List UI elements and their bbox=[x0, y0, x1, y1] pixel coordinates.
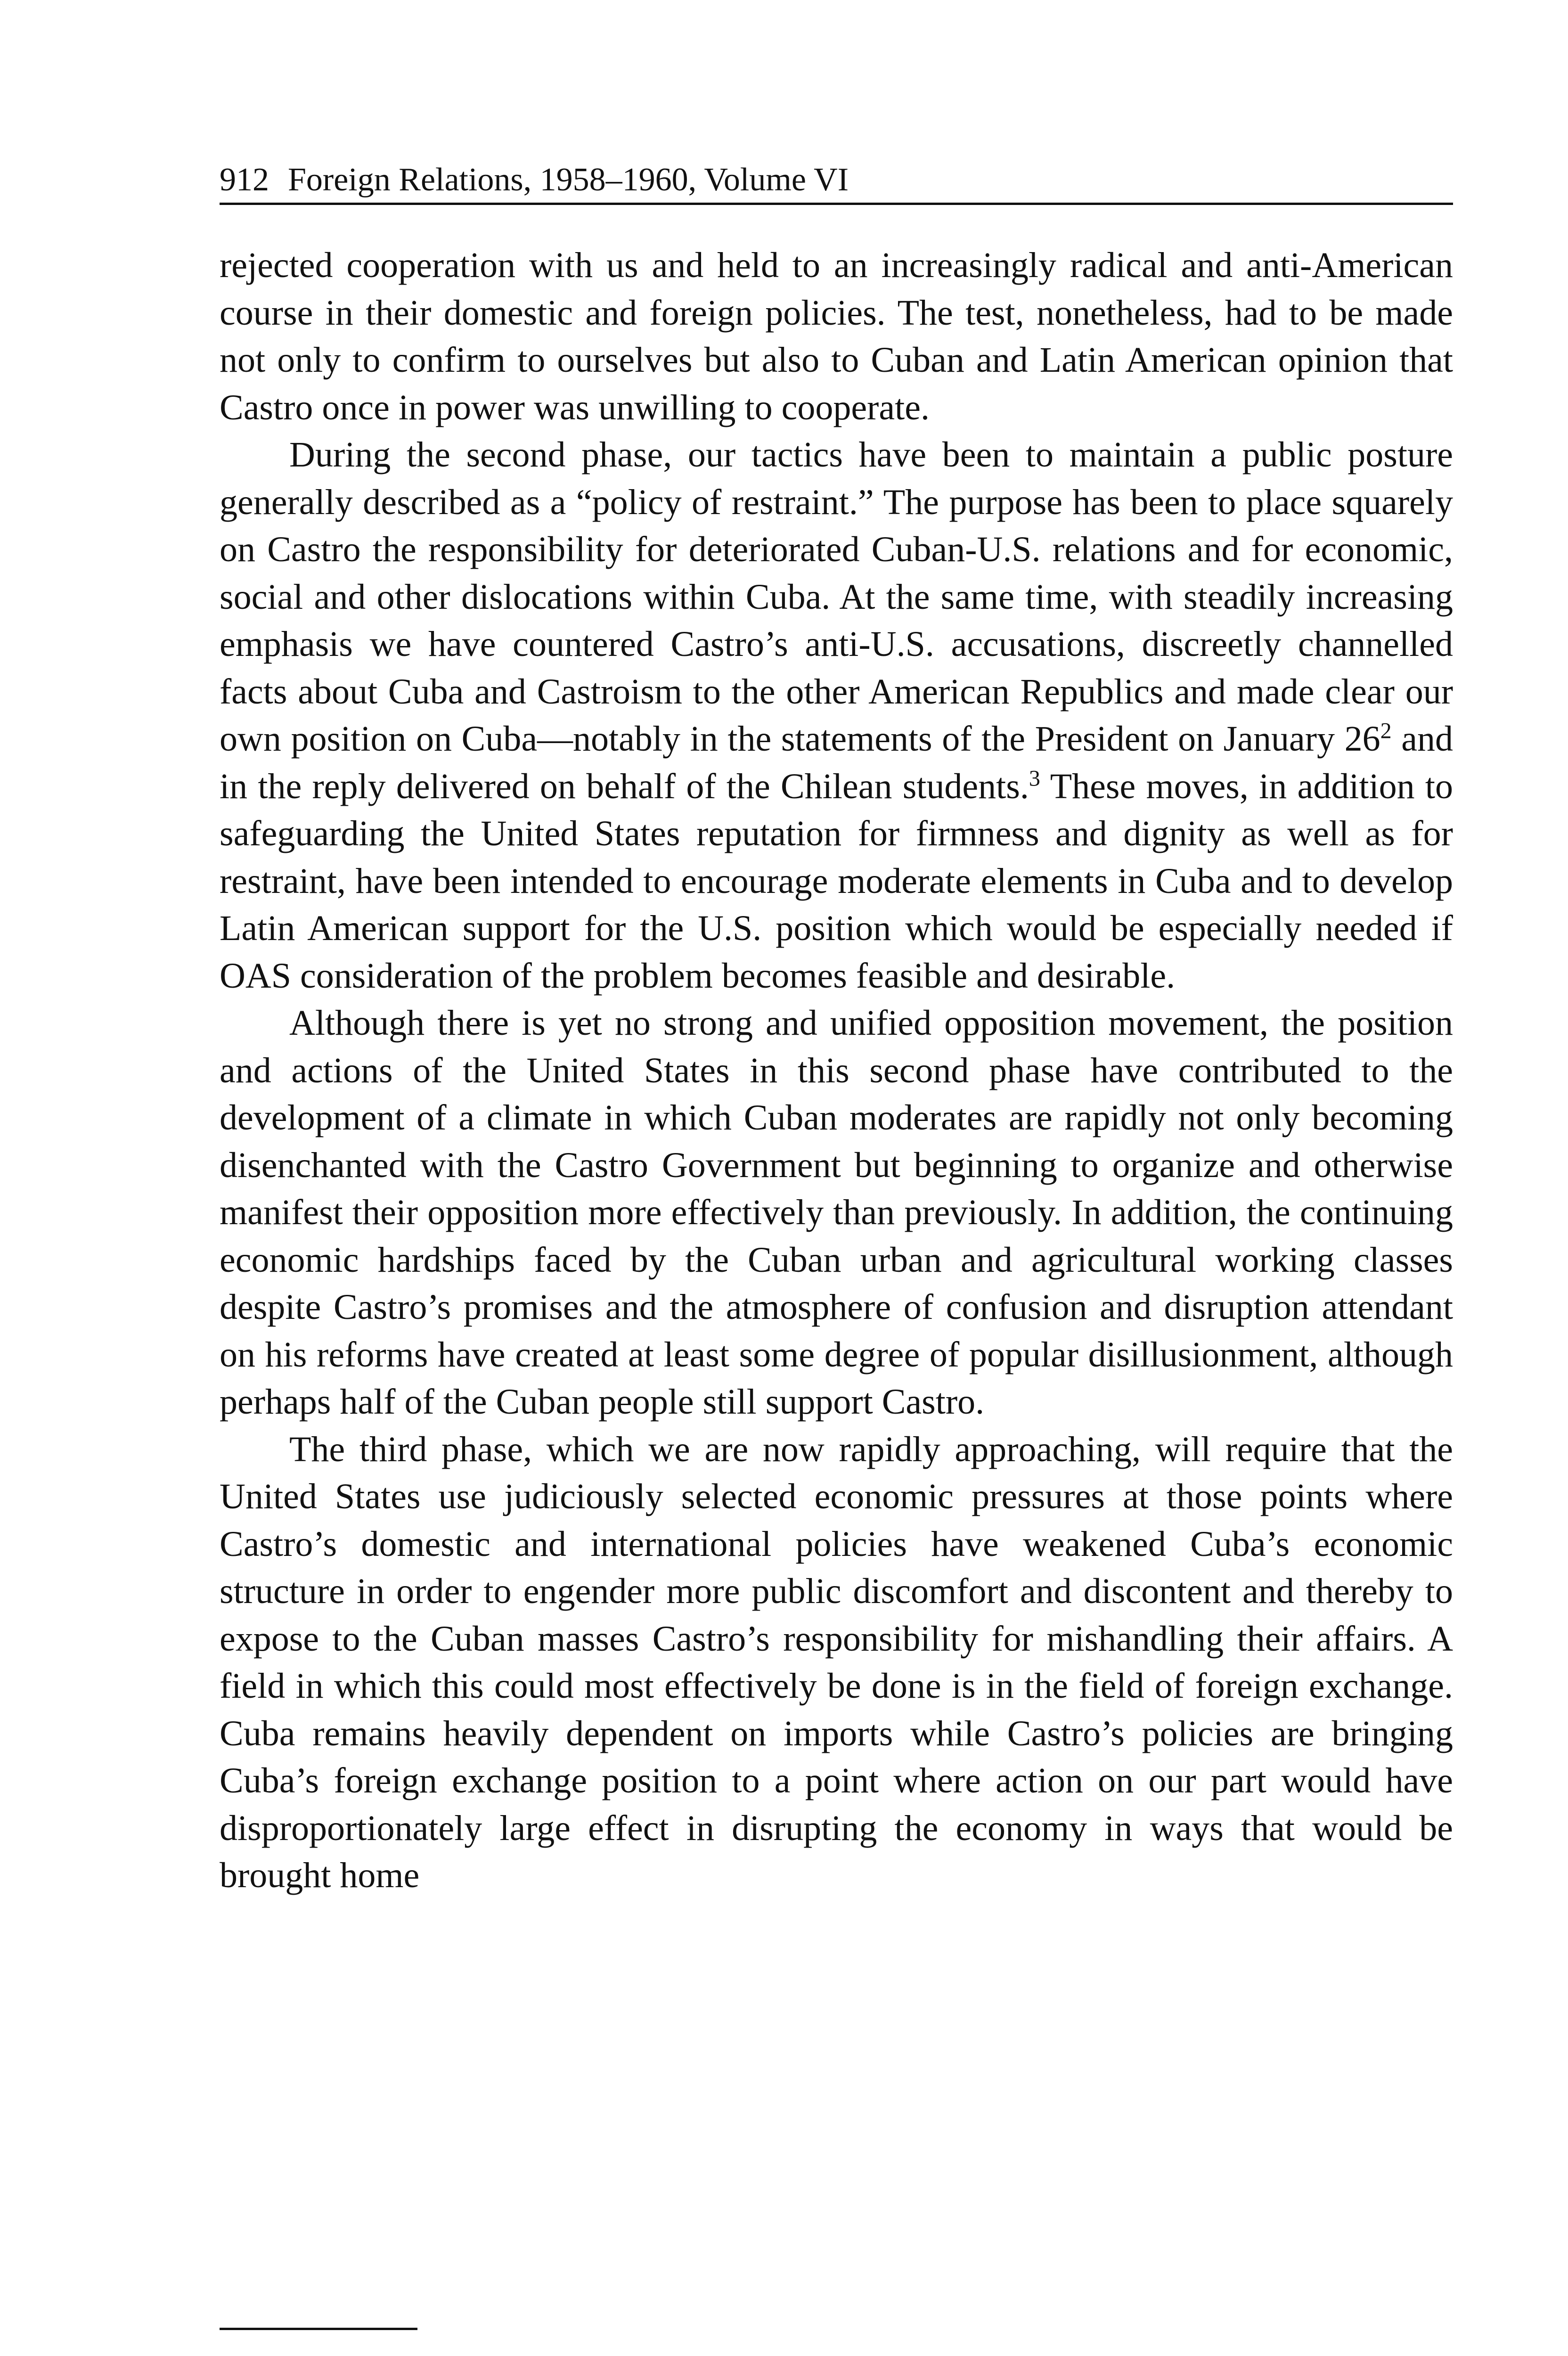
page-number: 912 bbox=[220, 162, 269, 198]
footnote-ref-3: 3 bbox=[1029, 766, 1040, 791]
body-text bbox=[220, 242, 1453, 1899]
running-head bbox=[220, 160, 1453, 205]
paragraph-3: Although there is yet no strong and unified opposition movement, the position and actions of the United States in this second phase have contributed to the development of a climate in which Cuban moderates are rapidly not only becoming disenchanted with the Castro Government but beginning to organize and otherwise manifest their opposition more effectively than previously. In addition, the continuing economic hardships faced by the Cuban urban and agricultural working classes despite Castro’s promises and the atmosphere of confusion and disruption attendant on his reforms have created at least some degree of popular disillusionment, although perhaps half of the Cuban people still support Castro. bbox=[220, 1003, 1453, 1422]
paragraph-1: rejected cooperation with us and held to an increasingly radical and anti-American course in their domestic and foreign policies. The test, nonetheless, had to be made not only to confirm to ourselves but also to Cuban and Latin American opinion that Castro once in power was unwilling to cooperate. bbox=[220, 245, 1453, 427]
volume-title: Foreign Relations, 1958–1960, Volume VI bbox=[288, 162, 849, 198]
paragraph-2-part-c: These moves, in addition to safeguarding the United States reputation for firmness and dignity as well as for restraint, have been intended to encourage moderate elements in Cuba and to develop Latin American support for the U.S. position which would be especially needed if OAS consideration of the problem becomes feasible and desirable. bbox=[220, 766, 1453, 996]
paragraph-2 bbox=[220, 431, 1453, 999]
paragraph-2-part-b: and in the reply delivered on behalf of the Chilean students. bbox=[220, 719, 1453, 806]
paragraph-4: The third phase, which we are now rapidly approaching, will require that the United States use judiciously selected economic pressures at those points where Castro’s domestic and international policies have weakened Cuba’s economic structure in order to engender more public discomfort and discontent and thereby to expose to the Cuban masses Castro’s responsibility for mishandling their affairs. A field in which this could most effectively be done is in the field of foreign exchange. Cuba remains heavily dependent on imports while Castro’s policies are bringing Cuba’s foreign exchange position to a point where action on our part would have disproportionately large effect in disrupting the economy in ways that would be brought home bbox=[220, 1429, 1453, 1895]
document-page bbox=[220, 160, 1453, 1899]
footnote-divider bbox=[220, 2328, 417, 2330]
paragraph-2-part-a: During the second phase, our tactics have been to maintain a public posture generally described as a “policy of restraint.” The purpose has been to place squarely on Castro the responsibility for deteriorated Cuban-U.S. relations and for economic, social and other dislocations within Cuba. At the same time, with steadily increasing emphasis we have countered Castro’s anti-U.S. accusations, discreetly channelled facts about Cuba and Castroism to the other American Republics and made clear our own position on Cuba—notably in the statements of the President on January 26 bbox=[220, 435, 1453, 759]
footnote-ref-2: 2 bbox=[1380, 718, 1392, 744]
